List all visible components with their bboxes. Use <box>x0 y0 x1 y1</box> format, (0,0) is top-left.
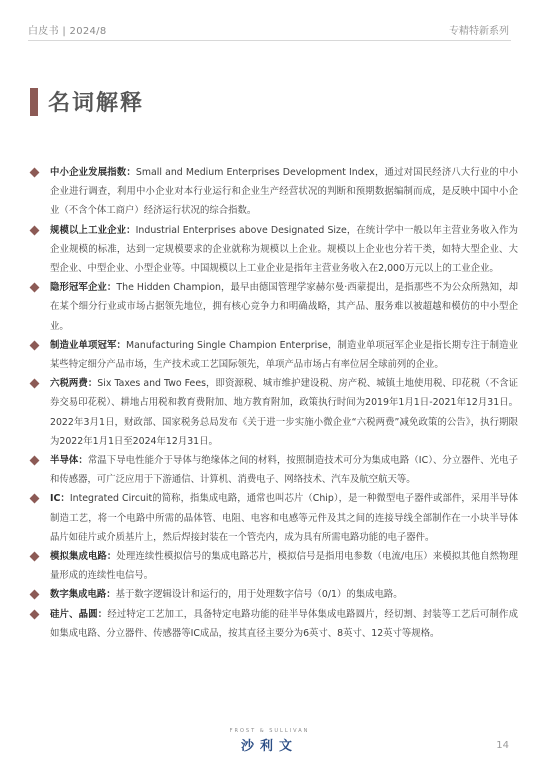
diamond-bullet-icon <box>30 609 40 619</box>
diamond-bullet-icon <box>30 456 40 466</box>
glossary-definition: Six Taxes and Two Fees，即资源税、城市维护建设税、房产税、城镇土地使用税、印花税（不含证券交易印花税）、耕地占用税和教育费附加、地方教育附加，政策执行时间为2019年1月1日-2021年12月31日。2022年3月1日，财政部、国家税务总局发布《关于进一步实施小微企业“六税两费”减免政策的公告》，执行期限为2022年1月1日至2024年12月31日。 <box>50 378 518 447</box>
diamond-bullet-icon <box>30 225 40 235</box>
diamond-bullet-icon <box>30 283 40 293</box>
glossary-entry <box>30 547 518 585</box>
section-title-block <box>30 86 144 117</box>
diamond-bullet-icon <box>30 168 40 178</box>
glossary-entry <box>30 585 518 604</box>
glossary-entry <box>30 163 518 221</box>
glossary-term: IC： <box>50 493 70 505</box>
glossary-entry <box>30 374 518 451</box>
glossary-entry <box>30 221 518 279</box>
header-divider <box>28 40 511 41</box>
glossary-term: 制造业单项冠军： <box>50 339 127 351</box>
page-number: 14 <box>496 740 509 751</box>
glossary-definition: Integrated Circuit的简称，指集成电路，通常也叫芯片（Chip），是一种微型电子器件或部件，采用半导体制造工艺，将一个电路中所需的晶体管、电阻、电容和电感等元件及其之间的连接导线全部制作在一小块半导体晶片如硅片或介质基片上，然后焊接封装在一个管壳内，成为具有所需电路功能的电子器件。 <box>50 493 518 543</box>
logo-chinese-text: 沙利文 <box>240 739 298 754</box>
glossary-term: 半导体： <box>50 455 88 467</box>
glossary-term: 隐形冠军企业： <box>50 282 117 294</box>
diamond-bullet-icon <box>30 590 40 600</box>
glossary-term: 模拟集成电路： <box>50 551 117 563</box>
glossary-definition: Manufacturing Single Champion Enterprise，制造业单项冠军企业是指长期专注于制造业某些特定细分产品市场，生产技术或工艺国际领先，单项产品市场占有率位居全球前列的企业。 <box>50 339 518 371</box>
glossary-term: 规模以上工业企业： <box>50 224 136 236</box>
page-title: 名词解释 <box>48 91 145 116</box>
glossary-definition: 基于数字逻辑设计和运行的，用于处理数字信号（0/1）的集成电路。 <box>115 589 403 601</box>
glossary-definition: 常温下导电性能介于导体与绝缘体之间的材料，按照制造技术可分为集成电路（IC）、分立器件、光电子和传感器，可广泛应用于下游通信、计算机、消费电子、网络技术、汽车及航空航天等。 <box>50 455 518 486</box>
glossary-definition: Industrial Enterprises above Designated Size，在统计学中一般以年主营业务收入作为企业规模的标准，达到一定规模要求的企业就称为规模以上企业。规模以上企业也分若干类，如特大型企业、大型企业、中型企业、小型企业等。中国规模以上工业企业是指年主营业务收入在2,000万元以上的工业企业。 <box>50 224 518 275</box>
glossary-definition: Small and Medium Enterprises Development Index，通过对国民经济八大行业的中小企业进行调查，利用中小企业对本行业运行和企业生产经营状况的判断和预期数据编制而成，是反映中国中小企业（不含个体工商户）经济运行状况的综合指数。 <box>50 167 518 217</box>
glossary-term: 数字集成电路： <box>50 589 116 601</box>
glossary-definition: 处理连续性模拟信号的集成电路芯片，模拟信号是指用电参数（电流/电压）来模拟其他自然物理量形成的连续性电信号。 <box>50 551 518 582</box>
header-left-text: 白皮书 | 2024/8 <box>28 26 107 37</box>
glossary-list <box>30 163 518 643</box>
title-accent-bar <box>30 88 38 116</box>
header-right-text: 专精特新系列 <box>449 26 509 37</box>
frost-sullivan-logo <box>0 728 539 754</box>
diamond-bullet-icon <box>30 552 40 562</box>
glossary-definition: 经过特定工艺加工，具备特定电路功能的硅半导体集成电路圆片，经切割、封装等工艺后可制作成如集成电路、分立器件、传感器等IC成品，按其直径主要分为6英寸、8英寸、12英寸等规格。 <box>50 608 518 639</box>
glossary-entry <box>30 451 518 489</box>
glossary-entry <box>30 278 518 336</box>
glossary-entry <box>30 489 518 547</box>
glossary-entry <box>30 336 518 374</box>
diamond-bullet-icon <box>30 340 40 350</box>
glossary-term: 中小企业发展指数： <box>50 167 136 178</box>
glossary-term: 硅片、晶圆： <box>50 608 108 620</box>
glossary-entry <box>30 605 518 643</box>
glossary-term: 六税两费： <box>50 378 98 390</box>
diamond-bullet-icon <box>30 379 40 389</box>
logo-english-text: FROST & SULLIVAN <box>229 728 310 734</box>
glossary-definition: The Hidden Champion，最早由德国管理学家赫尔曼·西蒙提出，是指那些不为公众所熟知，却在某个细分行业或市场占据领先地位，拥有核心竞争力和明确战略，其产品、服务难以被超越和模仿的中小型企业。 <box>50 282 518 332</box>
diamond-bullet-icon <box>30 494 40 504</box>
